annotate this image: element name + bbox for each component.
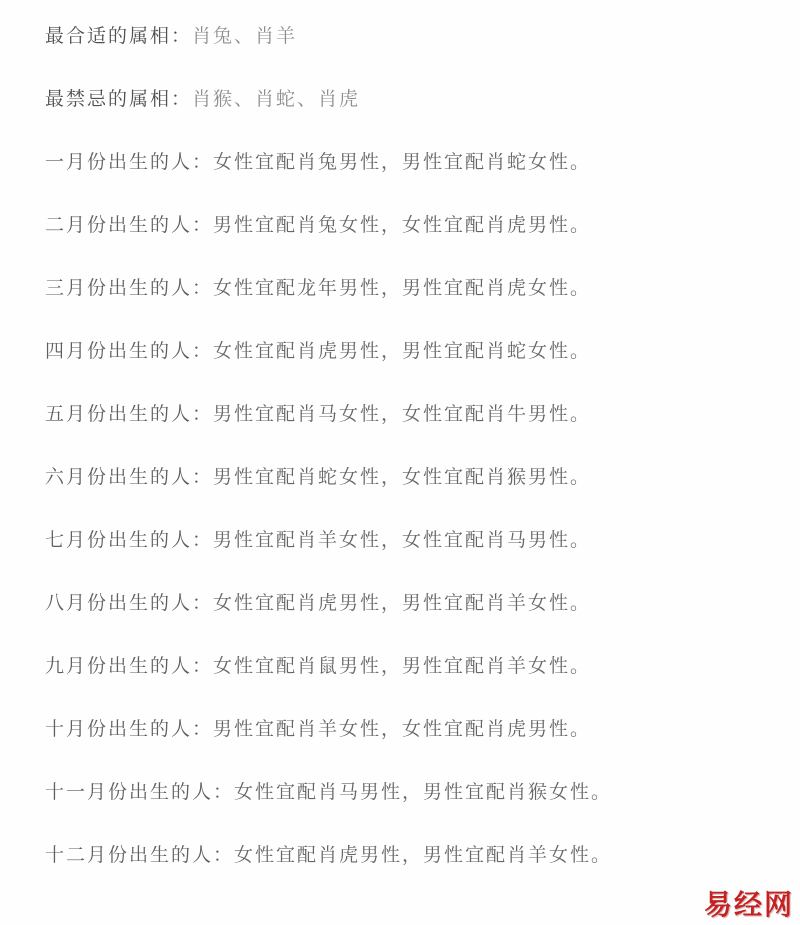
month-9-line bbox=[45, 657, 780, 677]
line-label: 最禁忌的属相： bbox=[45, 89, 193, 110]
line-value: 肖兔、肖羊 bbox=[192, 26, 298, 47]
line-label: 六月份出生的人： bbox=[45, 467, 214, 488]
month-10-line bbox=[45, 720, 780, 740]
month-1-line bbox=[45, 153, 780, 173]
month-2-line bbox=[45, 216, 780, 236]
month-12-line bbox=[45, 846, 780, 866]
site-watermark: 易经网 bbox=[703, 889, 794, 920]
line-value: 男性宜配肖羊女性，女性宜配肖马男性。 bbox=[213, 530, 592, 551]
month-7-line bbox=[45, 531, 780, 551]
line-label: 八月份出生的人： bbox=[45, 593, 214, 614]
line-label: 四月份出生的人： bbox=[45, 341, 214, 362]
line-label: 三月份出生的人： bbox=[45, 278, 214, 299]
line-value: 女性宜配肖鼠男性，男性宜配肖羊女性。 bbox=[213, 656, 592, 677]
line-value: 男性宜配肖兔女性，女性宜配肖虎男性。 bbox=[213, 215, 592, 236]
line-value: 肖猴、肖蛇、肖虎 bbox=[192, 89, 361, 110]
line-value: 女性宜配龙年男性，男性宜配肖虎女性。 bbox=[213, 278, 592, 299]
line-label: 十月份出生的人： bbox=[45, 719, 214, 740]
month-3-line bbox=[45, 279, 780, 299]
taboo-zodiac-line bbox=[45, 90, 780, 110]
line-label: 十二月份出生的人： bbox=[45, 845, 235, 866]
line-label: 最合适的属相： bbox=[45, 26, 193, 47]
line-value: 女性宜配肖虎男性，男性宜配肖羊女性。 bbox=[213, 593, 592, 614]
line-value: 女性宜配肖马男性，男性宜配肖猴女性。 bbox=[234, 782, 613, 803]
line-value: 男性宜配肖蛇女性，女性宜配肖猴男性。 bbox=[213, 467, 592, 488]
best-zodiac-line bbox=[45, 27, 780, 47]
month-4-line bbox=[45, 342, 780, 362]
month-8-line bbox=[45, 594, 780, 614]
month-5-line bbox=[45, 405, 780, 425]
line-label: 二月份出生的人： bbox=[45, 215, 214, 236]
line-label: 九月份出生的人： bbox=[45, 656, 214, 677]
month-11-line bbox=[45, 783, 780, 803]
line-value: 男性宜配肖羊女性，女性宜配肖虎男性。 bbox=[213, 719, 592, 740]
line-label: 一月份出生的人： bbox=[45, 152, 214, 173]
line-value: 男性宜配肖马女性，女性宜配肖牛男性。 bbox=[213, 404, 592, 425]
line-value: 女性宜配肖兔男性，男性宜配肖蛇女性。 bbox=[213, 152, 592, 173]
line-label: 七月份出生的人： bbox=[45, 530, 214, 551]
month-6-line bbox=[45, 468, 780, 488]
line-value: 女性宜配肖虎男性，男性宜配肖羊女性。 bbox=[234, 845, 613, 866]
line-value: 女性宜配肖虎男性，男性宜配肖蛇女性。 bbox=[213, 341, 592, 362]
line-label: 十一月份出生的人： bbox=[45, 782, 235, 803]
line-label: 五月份出生的人： bbox=[45, 404, 214, 425]
